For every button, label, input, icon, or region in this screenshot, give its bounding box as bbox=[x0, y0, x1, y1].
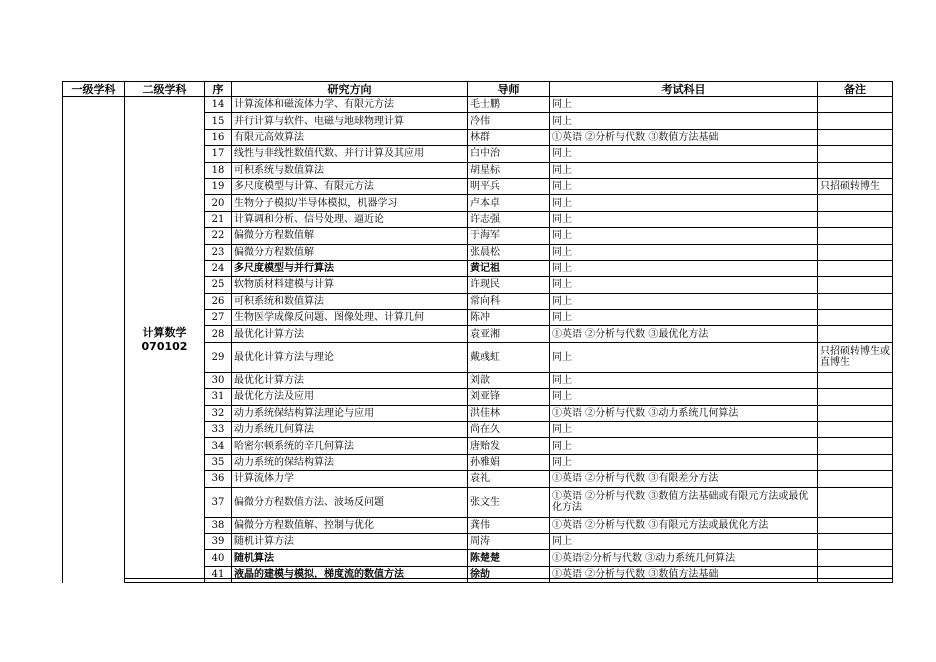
row-seq-cell: 39 bbox=[205, 533, 232, 549]
row-note-cell bbox=[818, 566, 893, 582]
row-seq-cell: 33 bbox=[205, 422, 232, 438]
row-seq-cell: 19 bbox=[205, 178, 232, 194]
row-note-cell bbox=[818, 405, 893, 421]
row-seq-cell: 18 bbox=[205, 162, 232, 178]
discipline-code: 070102 bbox=[141, 339, 188, 353]
row-supervisor-cell: 冷伟 bbox=[468, 113, 550, 129]
row-exam-cell: ①英语 ②分析与代数 ③有限差分方法 bbox=[550, 471, 818, 487]
row-seq-cell: 24 bbox=[205, 260, 232, 276]
row-supervisor-cell: 黄记祖 bbox=[468, 260, 550, 276]
row-direction-cell: 可积系统和数值算法 bbox=[232, 293, 468, 309]
row-seq-cell: 37 bbox=[205, 487, 232, 517]
row-seq-cell: 29 bbox=[205, 342, 232, 372]
row-supervisor-cell: 许现民 bbox=[468, 277, 550, 293]
row-supervisor-cell: 胡星标 bbox=[468, 162, 550, 178]
row-exam-cell: 同上 bbox=[550, 97, 818, 113]
row-note-cell bbox=[818, 372, 893, 388]
row-note-cell bbox=[818, 487, 893, 517]
row-seq-cell: 30 bbox=[205, 372, 232, 388]
row-exam-cell: ①英语 ②分析与代数 ③数值方法基础 bbox=[550, 129, 818, 145]
header-note: 备注 bbox=[818, 82, 893, 97]
row-seq-cell: 28 bbox=[205, 326, 232, 342]
row-direction-cell: 偏微分方程数值解 bbox=[232, 244, 468, 260]
row-supervisor-cell: 孙雅娟 bbox=[468, 454, 550, 470]
row-supervisor-cell: 刘歆 bbox=[468, 372, 550, 388]
row-seq-cell: 23 bbox=[205, 244, 232, 260]
row-direction-cell: 软物质材料建模与计算 bbox=[232, 277, 468, 293]
row-exam-cell: 同上 bbox=[550, 178, 818, 194]
row-note-cell bbox=[818, 550, 893, 566]
row-note-cell bbox=[818, 389, 893, 405]
row-exam-cell: 同上 bbox=[550, 454, 818, 470]
row-note-cell bbox=[818, 228, 893, 244]
row-direction-cell: 最优化计算方法 bbox=[232, 372, 468, 388]
row-seq-cell: 15 bbox=[205, 113, 232, 129]
row-exam-cell: 同上 bbox=[550, 293, 818, 309]
row-seq-cell: 36 bbox=[205, 471, 232, 487]
row-seq-cell: 16 bbox=[205, 129, 232, 145]
row-exam-cell: 同上 bbox=[550, 310, 818, 326]
row-exam-cell: 同上 bbox=[550, 195, 818, 211]
row-supervisor-cell: 于海军 bbox=[468, 228, 550, 244]
row-note-cell bbox=[818, 146, 893, 162]
row-seq-cell: 22 bbox=[205, 228, 232, 244]
row-supervisor-cell: 徐劼 bbox=[468, 566, 550, 582]
row-direction-cell: 随机计算方法 bbox=[232, 533, 468, 549]
row-seq-cell: 38 bbox=[205, 517, 232, 533]
row-note-cell bbox=[818, 517, 893, 533]
row-supervisor-cell: 许志强 bbox=[468, 211, 550, 227]
row-direction-cell: 最优化计算方法与理论 bbox=[232, 342, 468, 372]
row-note-cell bbox=[818, 438, 893, 454]
row-exam-cell: 同上 bbox=[550, 244, 818, 260]
table-body bbox=[63, 97, 893, 583]
row-exam-cell: 同上 bbox=[550, 228, 818, 244]
row-direction-cell: 最优化计算方法 bbox=[232, 326, 468, 342]
row-supervisor-cell: 卢本卓 bbox=[468, 195, 550, 211]
table-bottom-rule bbox=[124, 578, 892, 579]
row-supervisor-cell: 唐贻发 bbox=[468, 438, 550, 454]
row-supervisor-cell: 刘亚锋 bbox=[468, 389, 550, 405]
row-seq-cell: 20 bbox=[205, 195, 232, 211]
row-supervisor-cell: 陈楚楚 bbox=[468, 550, 550, 566]
header-level1: 一级学科 bbox=[63, 82, 125, 97]
header-supervisor: 导师 bbox=[468, 82, 550, 97]
row-seq-cell: 32 bbox=[205, 405, 232, 421]
row-exam-cell: 同上 bbox=[550, 422, 818, 438]
row-direction-cell: 动力系统的保结构算法 bbox=[232, 454, 468, 470]
row-direction-cell: 计算调和分析、信号处理、逼近论 bbox=[232, 211, 468, 227]
header-level2: 二级学科 bbox=[125, 82, 205, 97]
row-note-cell bbox=[818, 310, 893, 326]
row-direction-cell: 哈密尔顿系统的辛几何算法 bbox=[232, 438, 468, 454]
row-exam-cell: ①英语 ②分析与代数 ③最优化方法 bbox=[550, 326, 818, 342]
row-seq-cell: 34 bbox=[205, 438, 232, 454]
row-direction-cell: 多尺度模型与计算、有限元方法 bbox=[232, 178, 468, 194]
row-seq-cell: 17 bbox=[205, 146, 232, 162]
row-note-cell bbox=[818, 162, 893, 178]
row-note-cell bbox=[818, 454, 893, 470]
row-note-cell bbox=[818, 195, 893, 211]
row-exam-cell: 同上 bbox=[550, 146, 818, 162]
row-note-cell bbox=[818, 422, 893, 438]
row-direction-cell: 偏微分方程数值解、控制与优化 bbox=[232, 517, 468, 533]
header-exam: 考试科目 bbox=[550, 82, 818, 97]
row-note-cell bbox=[818, 211, 893, 227]
row-direction-cell: 多尺度模型与并行算法 bbox=[232, 260, 468, 276]
row-exam-cell: ①英语 ②分析与代数 ③有限元方法或最优化方法 bbox=[550, 517, 818, 533]
row-seq-cell: 40 bbox=[205, 550, 232, 566]
row-direction-cell: 有限元高效算法 bbox=[232, 129, 468, 145]
row-direction-cell: 最优化方法及应用 bbox=[232, 389, 468, 405]
row-note-cell: 只招硕转博生或直博生 bbox=[818, 342, 893, 372]
row-supervisor-cell: 张晨松 bbox=[468, 244, 550, 260]
row-direction-cell: 计算流体力学 bbox=[232, 471, 468, 487]
row-supervisor-cell: 戴彧虹 bbox=[468, 342, 550, 372]
row-exam-cell: 同上 bbox=[550, 389, 818, 405]
row-exam-cell: 同上 bbox=[550, 113, 818, 129]
row-seq-cell: 25 bbox=[205, 277, 232, 293]
row-exam-cell: 同上 bbox=[550, 533, 818, 549]
row-note-cell bbox=[818, 97, 893, 113]
row-supervisor-cell: 陈冲 bbox=[468, 310, 550, 326]
row-exam-cell: 同上 bbox=[550, 277, 818, 293]
table-header-row bbox=[63, 82, 893, 97]
row-note-cell bbox=[818, 129, 893, 145]
row-supervisor-cell: 周涛 bbox=[468, 533, 550, 549]
row-exam-cell: ①英语②分析与代数 ③动力系统几何算法 bbox=[550, 550, 818, 566]
row-supervisor-cell: 龚伟 bbox=[468, 517, 550, 533]
row-note-cell bbox=[818, 471, 893, 487]
level2-discipline-cell bbox=[125, 97, 205, 583]
row-note-cell bbox=[818, 293, 893, 309]
row-note-cell: 只招硕转博生 bbox=[818, 178, 893, 194]
subject-table bbox=[62, 81, 893, 583]
row-direction-cell: 偏微分方程数值解 bbox=[232, 228, 468, 244]
level1-discipline-cell bbox=[63, 97, 125, 583]
row-direction-cell: 偏微分方程数值方法、波场反问题 bbox=[232, 487, 468, 517]
row-supervisor-cell: 常向科 bbox=[468, 293, 550, 309]
row-exam-cell: 同上 bbox=[550, 162, 818, 178]
row-supervisor-cell: 明平兵 bbox=[468, 178, 550, 194]
row-exam-cell: 同上 bbox=[550, 260, 818, 276]
row-exam-cell: ①英语 ②分析与代数 ③数值方法基础或有限元方法或最优化方法 bbox=[550, 487, 818, 517]
row-seq-cell: 41 bbox=[205, 566, 232, 582]
row-note-cell bbox=[818, 326, 893, 342]
row-seq-cell: 27 bbox=[205, 310, 232, 326]
row-direction-cell: 液晶的建模与模拟，梯度流的数值方法 bbox=[232, 566, 468, 582]
row-exam-cell: 同上 bbox=[550, 438, 818, 454]
header-seq: 序 bbox=[205, 82, 232, 97]
row-direction-cell: 随机算法 bbox=[232, 550, 468, 566]
row-direction-cell: 生物分子模拟/半导体模拟，机器学习 bbox=[232, 195, 468, 211]
row-direction-cell: 动力系统保结构算法理论与应用 bbox=[232, 405, 468, 421]
row-exam-cell: ①英语 ②分析与代数 ③数值方法基础 bbox=[550, 566, 818, 582]
row-direction-cell: 计算流体和磁流体力学、有限元方法 bbox=[232, 97, 468, 113]
row-supervisor-cell: 袁礼 bbox=[468, 471, 550, 487]
row-note-cell bbox=[818, 260, 893, 276]
row-seq-cell: 14 bbox=[205, 97, 232, 113]
row-seq-cell: 21 bbox=[205, 211, 232, 227]
table-row bbox=[63, 97, 893, 113]
header-direction: 研究方向 bbox=[232, 82, 468, 97]
row-direction-cell: 线性与非线性数值代数、并行计算及其应用 bbox=[232, 146, 468, 162]
row-seq-cell: 35 bbox=[205, 454, 232, 470]
row-direction-cell: 可积系统与数值算法 bbox=[232, 162, 468, 178]
row-supervisor-cell: 林群 bbox=[468, 129, 550, 145]
subject-table-sheet bbox=[62, 81, 892, 583]
row-supervisor-cell: 白中治 bbox=[468, 146, 550, 162]
row-exam-cell: ①英语 ②分析与代数 ③动力系统几何算法 bbox=[550, 405, 818, 421]
row-seq-cell: 26 bbox=[205, 293, 232, 309]
row-exam-cell: 同上 bbox=[550, 342, 818, 372]
row-supervisor-cell: 张文生 bbox=[468, 487, 550, 517]
row-seq-cell: 31 bbox=[205, 389, 232, 405]
row-direction-cell: 动力系统几何算法 bbox=[232, 422, 468, 438]
row-exam-cell: 同上 bbox=[550, 211, 818, 227]
row-note-cell bbox=[818, 113, 893, 129]
discipline-name: 计算数学 bbox=[142, 325, 187, 339]
row-note-cell bbox=[818, 244, 893, 260]
row-supervisor-cell: 洪佳林 bbox=[468, 405, 550, 421]
row-direction-cell: 生物医学成像反问题、图像处理、计算几何 bbox=[232, 310, 468, 326]
row-exam-cell: 同上 bbox=[550, 372, 818, 388]
row-note-cell bbox=[818, 533, 893, 549]
row-supervisor-cell: 尚在久 bbox=[468, 422, 550, 438]
row-direction-cell: 并行计算与软件、电磁与地球物理计算 bbox=[232, 113, 468, 129]
row-supervisor-cell: 袁亚湘 bbox=[468, 326, 550, 342]
row-note-cell bbox=[818, 277, 893, 293]
row-supervisor-cell: 毛士鹏 bbox=[468, 97, 550, 113]
